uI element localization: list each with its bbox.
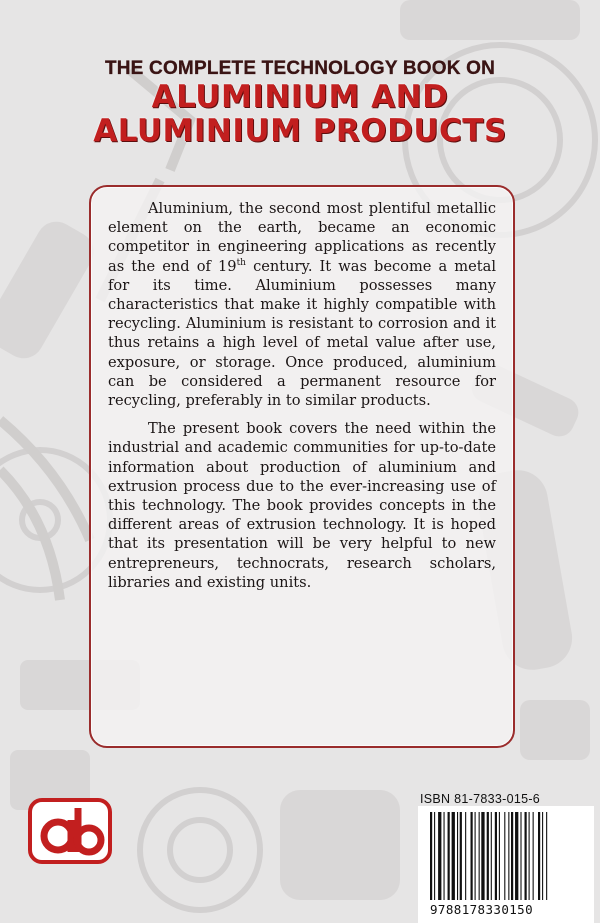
barcode-icon [430, 812, 586, 900]
blurb-paragraph-1-end: century. It was become a metal for its time. Aluminium possesses many characteristics that make it highly compatible with recycling. Aluminium is resistant to corrosion and it thus retains a high level of metal value after use, exposure, or storage. Once produced, aluminium can be considered a permanent resource for recycling, preferably in to similar products. [108, 257, 497, 410]
book-subtitle: THE COMPLETE TECHNOLOGY BOOK ON [104, 58, 496, 79]
blurb-paragraph-1 [108, 199, 496, 410]
isbn-label: ISBN 81-7833-015-6 [420, 792, 541, 806]
book-title-line-1: ALUMINIUM AND [151, 79, 449, 115]
publisher-logo-icon [22, 796, 118, 866]
blurb-paragraph-2: The present book covers the need within the industrial and academic communities for up-to-date information about production of aluminium and extrusion process due to the ever-increasing use of this technology. The book provides concepts in the different areas of extrusion technology. It is hoped that its presentation will be very helpful to new entrepreneurs, technocrats, research scholars, libraries and existing units. [108, 420, 496, 591]
cover-header [0, 58, 600, 148]
barcode-number: 9788178330150 [430, 902, 534, 917]
book-title-line-2: ALUMINIUM PRODUCTS [93, 113, 507, 149]
blurb-superscript: th [236, 257, 246, 268]
blurb-paragraph-1-start: Aluminium, the second most plentiful metallic element on the earth, became an economic competitor in engineering applications as recently as the end of 19 [108, 200, 496, 275]
barcode-panel [418, 806, 594, 923]
blurb-panel [89, 185, 515, 748]
